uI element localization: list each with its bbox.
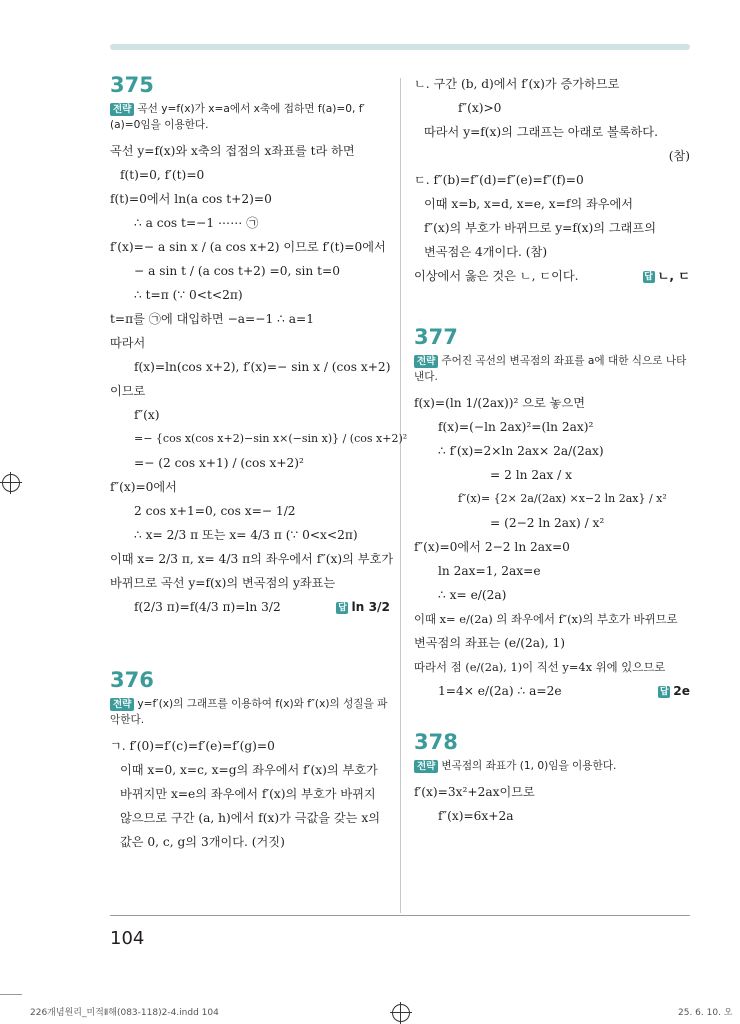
problem-number: 377: [414, 325, 458, 349]
solution-line: 이때 x=b, x=d, x=e, x=f의 좌우에서: [424, 197, 634, 211]
problem-number: 375: [110, 73, 154, 97]
solution-line: 곡선 y=f(x)와 x축의 접점의 x좌표를 t라 하면: [110, 144, 355, 158]
answer-tag: 답: [338, 602, 347, 613]
strategy-box: [414, 758, 690, 774]
answer-text: 2e: [673, 684, 690, 698]
solution-line: 이때 x=0, x=c, x=g의 좌우에서 f′(x)의 부호가 바뀌지만 x=e의 좌우에서 f′(x)의 부호가 바뀌지 않으므로 구간 (a, h)에서 f(x)가 극값을 갖는 x의 값은 0, c, g의 3개이다. (거짓): [120, 763, 380, 849]
solution-line: f′(x)=− a sin x / (a cos x+2) 이므로 f′(t)=0에서: [110, 240, 386, 254]
strategy-text: 주어진 곡선의 변곡점의 좌표를 a에 대한 식으로 나타낸다.: [414, 355, 687, 383]
page-number: 104: [110, 928, 145, 949]
strategy-text: y=f′(x)의 그래프를 이용하여 f(x)와 f″(x)의 성질을 파악한다.: [110, 698, 388, 726]
solution-line: ㄷ. f″(b)=f″(d)=f″(e)=f″(f)=0: [414, 173, 584, 187]
solution-text: f(2/3 π)=f(4/3 π)=ln 3/2: [134, 600, 281, 614]
strategy-box: [110, 101, 390, 133]
answer: [643, 264, 690, 288]
solution-line: 이때 x= 2/3 π, x= 4/3 π의 좌우에서 f″(x)의 부호가: [110, 552, 394, 566]
solution-line: f″(x)=0에서: [110, 480, 177, 494]
solution-line: f″(x)=6x+2a: [438, 809, 514, 823]
solution-line: f(t)=0에서 ln(a cos t+2)=0: [110, 192, 272, 206]
solution-line: f″(x)의 부호가 바뀌므로 y=f(x)의 그래프의: [424, 221, 656, 235]
solution-line: f″(x)>0: [458, 101, 502, 115]
footer-file: 226개념원리_미적Ⅱ해(083-118)2-4.indd 104: [30, 1008, 219, 1018]
solution-line: 변곡점은 4개이다. (참): [424, 245, 548, 259]
solution-line: =− (2 cos x+1) / (cos x+2)²: [134, 456, 304, 470]
solution-line: = 2 ln 2ax / x: [490, 468, 572, 482]
solution-line: − a sin t / (a cos t+2) =0, sin t=0: [134, 264, 340, 278]
solution-line: [110, 595, 390, 619]
solution-line: 바뀌므로 곡선 y=f(x)의 변곡점의 y좌표는: [110, 576, 336, 590]
top-decor-bar: [110, 44, 690, 50]
answer-tag: 답: [644, 271, 653, 282]
answer-tag: 답: [659, 686, 669, 697]
solution-line: f(t)=0, f′(t)=0: [120, 168, 205, 182]
solution-line: = (2−2 ln 2ax) / x²: [490, 516, 605, 530]
solution-line: (참): [668, 149, 690, 163]
solution-line: ㄱ. f′(0)=f′(c)=f′(e)=f′(g)=0: [110, 739, 275, 753]
solution-line: ∴ a cos t=−1 ⋯⋯ ㉠: [134, 216, 259, 230]
solution-line: 따라서 점 (e/(2a), 1)이 직선 y=4x 위에 있으므로: [414, 660, 666, 674]
strategy-tag: 전략: [110, 103, 134, 116]
answer: [336, 595, 390, 619]
solution-line: [414, 679, 690, 703]
solution-line: ∴ x= 2/3 π 또는 x= 4/3 π (∵ 0<x<2π): [134, 528, 358, 542]
answer-text: ln 3/2: [351, 600, 390, 614]
answer-text: ㄴ, ㄷ: [657, 269, 690, 283]
solution-line: ∴ x= e/(2a): [438, 588, 507, 602]
right-column: [414, 72, 690, 828]
solution-line: f′(x)=3x²+2ax이므로: [414, 785, 535, 799]
solution-line: 변곡점의 좌표는 (e/(2a), 1): [414, 636, 566, 650]
strategy-box: [110, 696, 390, 728]
solution-line: 따라서: [110, 336, 146, 350]
solution-line: ㄴ. 구간 (b, d)에서 f′(x)가 증가하므로: [414, 77, 620, 91]
strategy-tag: 전략: [414, 355, 438, 368]
problem-number: 378: [414, 730, 458, 754]
solution-line: f(x)=(−ln 2ax)²=(ln 2ax)²: [438, 420, 594, 434]
solution-line: 이때 x= e/(2a) 의 좌우에서 f″(x)의 부호가 바뀌므로: [414, 612, 678, 626]
solution-line: =− {cos x(cos x+2)−sin x×(−sin x)} / (cos x+2)²: [134, 432, 408, 445]
solution-line: 따라서 y=f(x)의 그래프는 아래로 볼록하다.: [424, 125, 658, 139]
solution-line: f″(x): [134, 408, 160, 422]
strategy-tag: 전략: [414, 760, 438, 773]
solution-line: f″(x)= {2× 2a/(2ax) ×x−2 ln 2ax} / x²: [458, 492, 667, 505]
solution-line: f″(x)=0에서 2−2 ln 2ax=0: [414, 540, 570, 554]
solution-text: 이상에서 옳은 것은 ㄴ, ㄷ이다.: [414, 269, 579, 283]
answer: [658, 679, 690, 703]
registration-mark-icon: [2, 474, 20, 492]
left-column: [110, 72, 408, 854]
strategy-text: 변곡점의 좌표가 (1, 0)임을 이용한다.: [441, 760, 617, 772]
strategy-text: 곡선 y=f(x)가 x=a에서 x축에 접하면 f(a)=0, f′(a)=0임을 이용한다.: [110, 103, 365, 131]
bottom-rule: [110, 915, 690, 916]
registration-mark-icon: [392, 1004, 410, 1022]
strategy-box: [414, 353, 690, 385]
solution-line: t=π를 ㉠에 대입하면 −a=−1 ∴ a=1: [110, 312, 314, 326]
solution-line: 2 cos x+1=0, cos x=− 1/2: [134, 504, 296, 518]
problem-number: 376: [110, 668, 154, 692]
solution-line: ln 2ax=1, 2ax=e: [438, 564, 541, 578]
solution-line: f(x)=(ln 1/(2ax))² 으로 놓으면: [414, 396, 585, 410]
solution-text: 1=4× e/(2a) ∴ a=2e: [438, 684, 562, 698]
strategy-tag: 전략: [110, 698, 134, 711]
solution-line: ∴ f′(x)=2×ln 2ax× 2a/(2ax): [438, 444, 604, 458]
solution-line: ∴ t=π (∵ 0<t<2π): [134, 288, 243, 302]
solution-line: f(x)=ln(cos x+2), f′(x)=− sin x / (cos x+2): [134, 360, 391, 374]
column-divider: [400, 78, 401, 913]
solution-line: 이므로: [110, 384, 146, 398]
solution-line: [414, 264, 690, 288]
footer-date: 25. 6. 10. 오: [678, 1008, 733, 1018]
footer-rule: [0, 994, 22, 995]
